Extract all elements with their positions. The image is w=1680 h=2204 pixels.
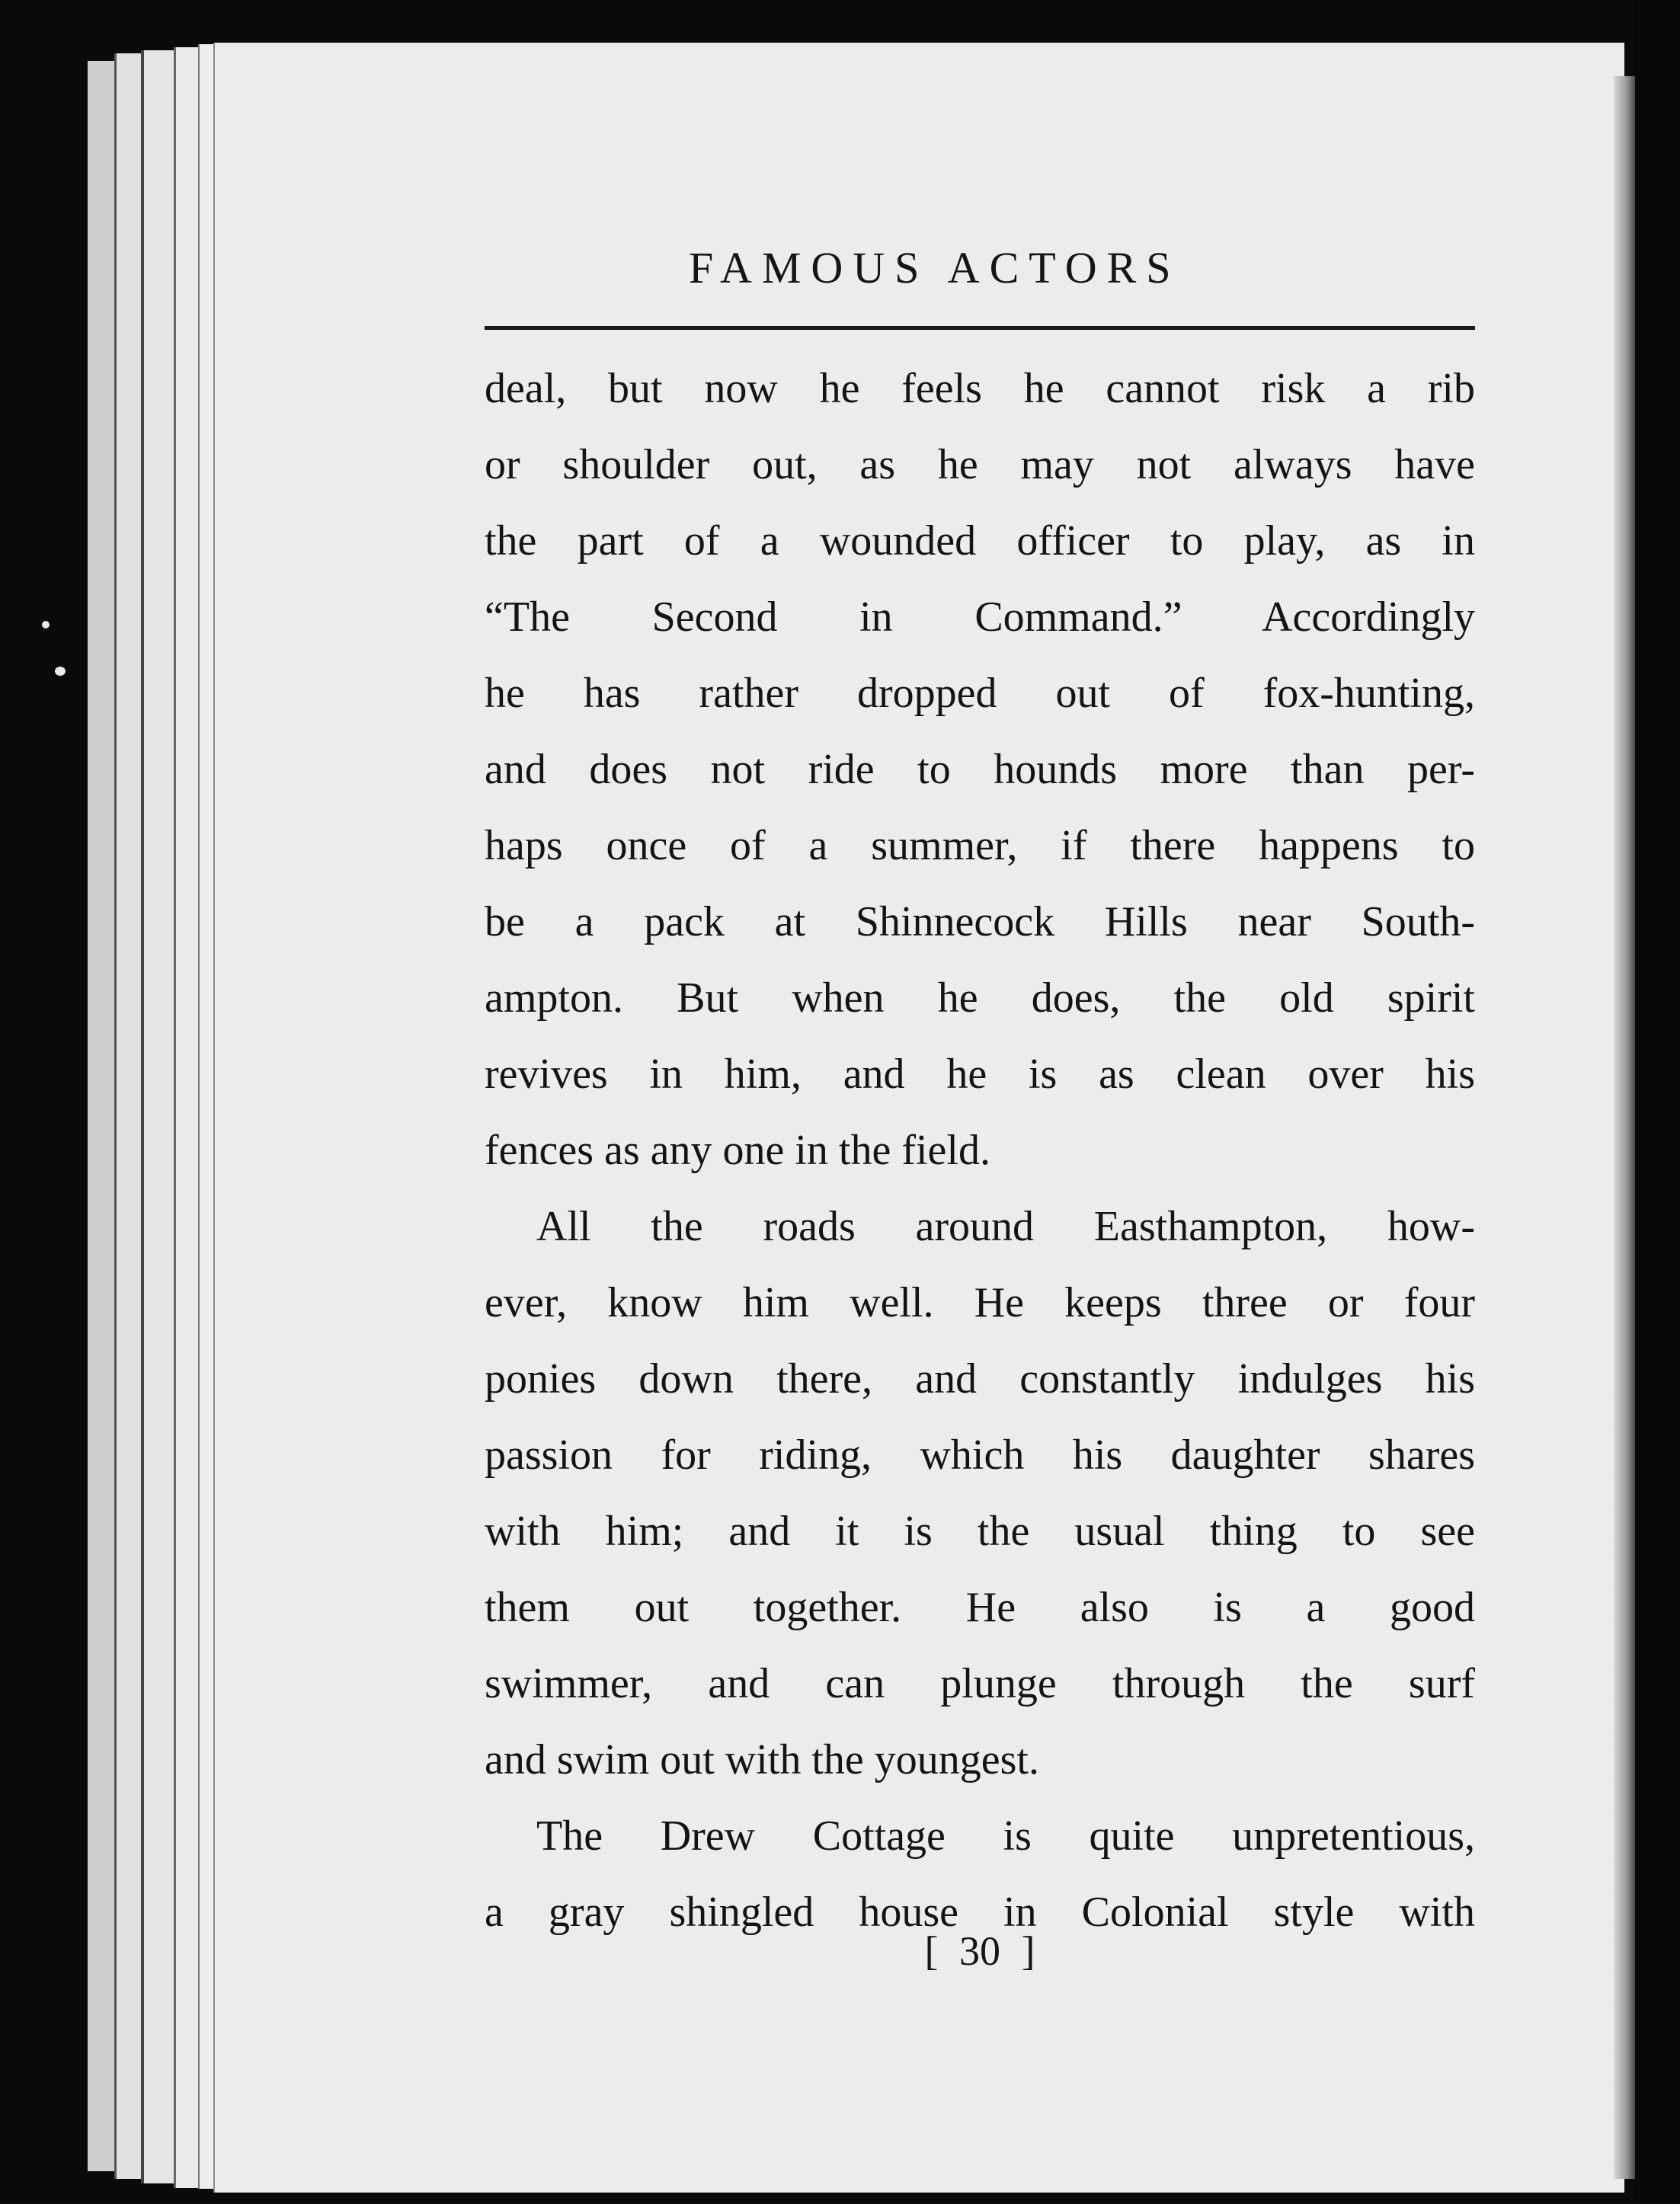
text-line: them out together. He also is a good [485,1584,1475,1631]
page-number: [ 30 ] [924,1928,1035,1974]
text-line: with him; and it is the usual thing to see [485,1508,1475,1555]
text-line: deal, but now he feels he cannot risk a rib [485,365,1475,412]
text-line: The Drew Cottage is quite unpretentious, [536,1812,1475,1860]
body-text [485,350,1475,1950]
page-gutter-shadow [1614,76,1635,2179]
text-line: All the roads around Easthampton, how- [536,1203,1475,1250]
text-line: the part of a wounded officer to play, as in [485,517,1475,565]
text-line: ever, know him well. He keeps three or four [485,1279,1475,1326]
text-line: and does not ride to hounds more than per- [485,746,1475,793]
text-line: a gray shingled house in Colonial style with [485,1889,1475,1936]
text-line: or shoulder out, as he may not always have [485,441,1475,488]
text-line: “The Second in Command.” Accordingly [485,593,1475,641]
header-rule [485,326,1475,330]
dust-speck [42,621,50,629]
text-line: he has rather dropped out of fox-hunting, [485,670,1475,717]
text-line: ampton. But when he does, the old spirit [485,974,1475,1022]
text-line: haps once of a summer, if there happens to [485,822,1475,869]
text-line: be a pack at Shinnecock Hills near South- [485,898,1475,945]
dust-speck [55,667,66,676]
text-line: ponies down there, and constantly indulges his [485,1355,1475,1403]
scan-border [1635,0,1680,2204]
text-line: fences as any one in the field. [485,1127,990,1174]
text-line: swimmer, and can plunge through the surf [485,1660,1475,1707]
text-line: revives in him, and he is as clean over his [485,1051,1475,1098]
text-line: passion for riding, which his daughter shares [485,1431,1475,1479]
running-head: FAMOUS ACTORS [689,243,1181,293]
text-line: and swim out with the youngest. [485,1736,1039,1783]
